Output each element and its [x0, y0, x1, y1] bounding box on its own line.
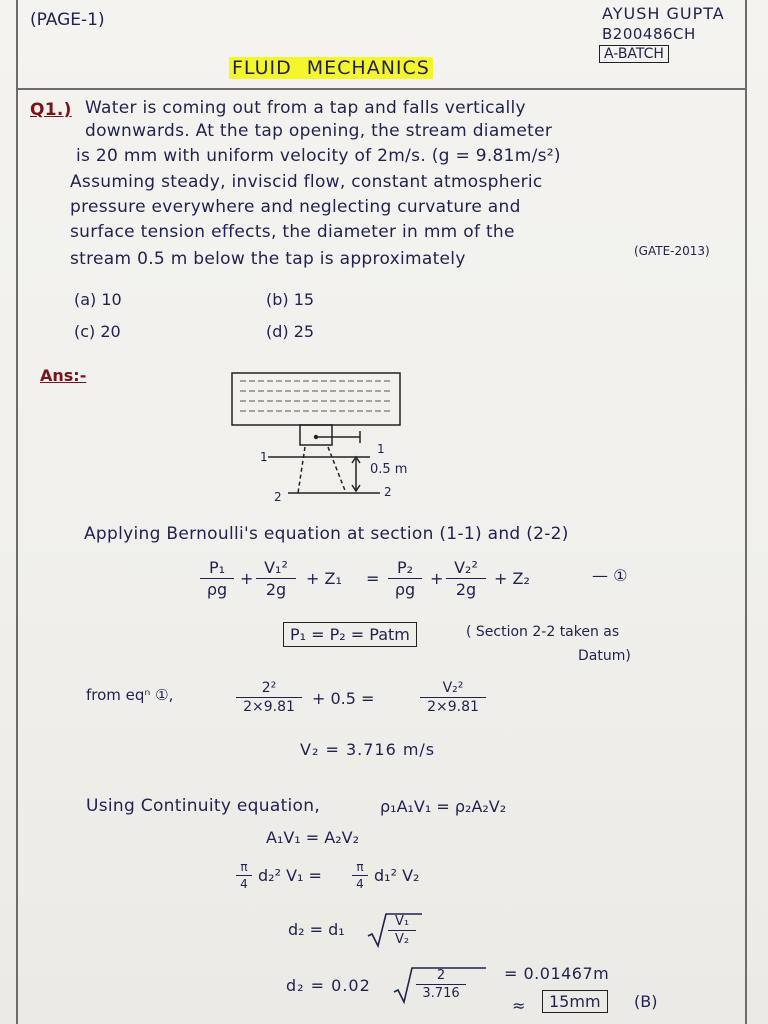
author-name: AYUSH GUPTA — [602, 4, 725, 23]
pi-symbol-left: π — [236, 860, 252, 876]
final-answer-box: 15mm — [542, 990, 608, 1013]
equals-sign: = — [366, 569, 380, 588]
bernoulli-intro: Applying Bernoulli's equation at section (1-1) and (2-2) — [84, 524, 569, 544]
continuity-intro: Using Continuity equation, — [86, 796, 321, 816]
sub-denominator-2: 2×9.81 — [427, 699, 479, 715]
circle-lhs: d₂² V₁ = — [258, 866, 322, 885]
pi-over-4-right — [352, 860, 368, 891]
section-1-left-label: 1 — [260, 450, 268, 464]
d2-expression-lhs: d₂ = d₁ — [288, 920, 345, 939]
bernoulli-v2: V₂² — [446, 558, 486, 579]
four-left: 4 — [240, 877, 248, 891]
calc-numerator: 2 — [416, 968, 466, 985]
bernoulli-p1-term — [200, 558, 234, 599]
distance-label: 0.5 m — [370, 462, 408, 477]
pi-symbol-right: π — [352, 860, 368, 876]
question-line-6: surface tension effects, the diameter in mm of the — [70, 222, 515, 242]
margin-line-right — [745, 0, 747, 1024]
bernoulli-rho-g-2: ρg — [394, 580, 416, 599]
section-1-right-label: 1 — [377, 442, 385, 456]
equation-ref: — ① — [592, 566, 628, 585]
bernoulli-rho-g-1: ρg — [206, 580, 228, 599]
header-rule — [16, 88, 746, 90]
continuity-area-equation: A₁V₁ = A₂V₂ — [266, 828, 360, 847]
datum-note-line-1: ( Section 2-2 taken as — [466, 624, 620, 640]
bernoulli-v1: V₁² — [256, 558, 296, 579]
four-right: 4 — [356, 877, 364, 891]
question-line-7: stream 0.5 m below the tap is approximately — [70, 249, 466, 269]
option-c: (c) 20 — [74, 322, 121, 341]
page-title: FLUID MECHANICS — [229, 57, 433, 79]
option-b: (b) 15 — [266, 290, 315, 309]
section-2-right-label: 2 — [384, 485, 392, 499]
from-equation-label: from eqⁿ ①, — [86, 686, 174, 704]
roll-number: B200486CH — [602, 25, 696, 43]
sub-numerator-1: 2² — [236, 680, 302, 698]
continuity-mass-equation: ρ₁A₁V₁ = ρ₂A₂V₂ — [380, 797, 507, 816]
plus-sign-1: + — [240, 569, 254, 588]
ratio-denominator: V₂ — [394, 932, 410, 947]
circle-rhs: d₁² V₂ — [374, 866, 420, 885]
question-source: (GATE-2013) — [634, 244, 710, 258]
question-line-2: downwards. At the tap opening, the stream diameter — [85, 121, 553, 141]
tap-stream-figure — [220, 365, 420, 505]
sub-term-1 — [236, 680, 302, 715]
sub-denominator-1: 2×9.81 — [243, 699, 295, 715]
section-2-left-label: 2 — [274, 490, 282, 504]
d2-calc-lhs: d₂ = 0.02 — [286, 976, 371, 995]
bernoulli-z2: + Z₂ — [494, 569, 530, 588]
question-line-1: Water is coming out from a tap and falls vertically — [85, 98, 526, 118]
plus-sign-2: + — [430, 569, 444, 588]
answer-label: Ans:- — [40, 366, 87, 385]
question-line-3: is 20 mm with uniform velocity of 2m/s. (g = 9.81m/s²) — [76, 146, 561, 166]
d2-velocity-ratio — [388, 914, 416, 947]
sub-numerator-2: V₂² — [420, 680, 486, 698]
pi-over-4-left — [236, 860, 252, 891]
question-line-4: Assuming steady, inviscid flow, constant atmospheric — [70, 172, 543, 192]
bernoulli-2g-2: 2g — [455, 580, 477, 599]
batch-label: A-BATCH — [599, 45, 669, 63]
bernoulli-z1: + Z₁ — [306, 569, 342, 588]
final-option: (B) — [634, 992, 658, 1011]
bernoulli-v1-term — [256, 558, 296, 599]
v2-result: V₂ = 3.716 m/s — [300, 740, 436, 759]
pressure-condition-box: P₁ = P₂ = Patm — [283, 622, 417, 647]
datum-note-line-2: Datum) — [578, 648, 631, 664]
question-line-5: pressure everywhere and neglecting curvature and — [70, 197, 521, 217]
question-number: Q1.) — [30, 100, 72, 120]
page-label: (PAGE-1) — [30, 10, 105, 30]
margin-line-left — [16, 0, 18, 1024]
sub-term-2 — [420, 680, 486, 715]
bernoulli-p2-term — [388, 558, 422, 599]
calc-denominator: 3.716 — [422, 986, 460, 1001]
bernoulli-p2: P₂ — [388, 558, 422, 579]
bernoulli-2g-1: 2g — [265, 580, 287, 599]
bernoulli-v2-term — [446, 558, 486, 599]
sub-middle: + 0.5 = — [312, 689, 375, 708]
approx-sign: ≈ — [512, 996, 526, 1015]
ratio-numerator: V₁ — [388, 914, 416, 931]
bernoulli-p1: P₁ — [200, 558, 234, 579]
d2-calc-fraction — [416, 968, 466, 1001]
option-d: (d) 25 — [266, 322, 315, 341]
d2-calc-result: = 0.01467m — [504, 964, 610, 983]
option-a: (a) 10 — [74, 290, 122, 309]
